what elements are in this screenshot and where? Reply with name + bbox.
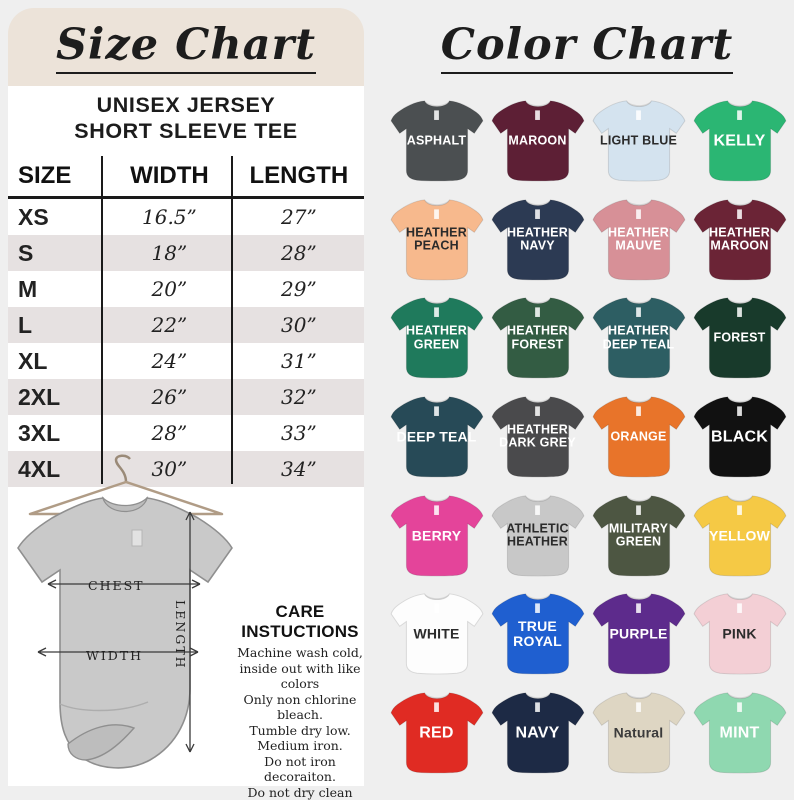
- tshirt-icon: [489, 97, 587, 185]
- header-size: SIZE: [8, 156, 105, 198]
- cell-width: 22”: [105, 307, 234, 343]
- color-swatch[interactable]: [386, 486, 487, 585]
- color-name-label: BLACK: [697, 428, 783, 445]
- cell-length: 33”: [234, 415, 364, 451]
- color-swatch[interactable]: [689, 585, 790, 684]
- tshirt-icon: [590, 689, 688, 777]
- color-name-label: ASPHALT: [394, 135, 480, 149]
- color-name-label: WHITE: [394, 627, 480, 642]
- cell-size: 4XL: [8, 451, 105, 487]
- tshirt-icon: [691, 294, 789, 382]
- care-line: Only non chlorine bleach.: [228, 692, 372, 723]
- color-name-label: HEATHER PEACH: [394, 226, 480, 253]
- color-swatch[interactable]: [386, 289, 487, 388]
- color-swatch[interactable]: [588, 191, 689, 290]
- cell-length: 29”: [234, 271, 364, 307]
- care-line: Tumble dry low.: [228, 723, 372, 739]
- color-name-label: HEATHER MAROON: [697, 226, 783, 253]
- color-swatch[interactable]: [487, 388, 588, 487]
- color-swatch[interactable]: [386, 585, 487, 684]
- size-chart-title-text: Size Chart: [56, 20, 316, 74]
- color-swatch[interactable]: [689, 683, 790, 782]
- cell-size: XL: [8, 343, 105, 379]
- cell-length: 31”: [234, 343, 364, 379]
- tshirt-icon: [388, 689, 486, 777]
- color-name-label: MINT: [697, 724, 783, 741]
- tshirt-icon: [691, 393, 789, 481]
- care-line: Machine wash cold,: [228, 645, 372, 661]
- cell-width: 16.5”: [105, 198, 234, 236]
- color-swatch[interactable]: [689, 486, 790, 585]
- cell-length: 30”: [234, 307, 364, 343]
- tshirt-icon: [489, 294, 587, 382]
- cell-width: 26”: [105, 379, 234, 415]
- size-chart-title: [8, 14, 364, 80]
- color-name-label: FOREST: [697, 332, 783, 346]
- cell-size: XS: [8, 198, 105, 236]
- cell-size: 2XL: [8, 379, 105, 415]
- care-line: Medium iron.: [228, 738, 372, 754]
- tshirt-icon: [489, 689, 587, 777]
- tshirt-icon: [388, 492, 486, 580]
- color-name-label: MILITARY GREEN: [596, 522, 682, 549]
- color-swatch[interactable]: [487, 486, 588, 585]
- color-swatch[interactable]: [386, 683, 487, 782]
- cell-size: M: [8, 271, 105, 307]
- color-swatch[interactable]: [689, 289, 790, 388]
- cell-size: L: [8, 307, 105, 343]
- tshirt-icon: [590, 492, 688, 580]
- color-swatch[interactable]: [487, 585, 588, 684]
- color-chart-panel: [380, 0, 794, 794]
- care-instructions: [228, 602, 372, 800]
- subtitle-line-1: UNISEX JERSEY: [8, 92, 364, 118]
- color-name-label: MAROON: [495, 135, 581, 149]
- cell-size: 3XL: [8, 415, 105, 451]
- color-swatch[interactable]: [386, 92, 487, 191]
- color-swatch[interactable]: [588, 486, 689, 585]
- color-swatch[interactable]: [588, 683, 689, 782]
- tshirt-icon: [691, 196, 789, 284]
- cell-length: 28”: [234, 235, 364, 271]
- color-swatch[interactable]: [487, 92, 588, 191]
- length-measure-label: LENGTH: [173, 600, 188, 670]
- tshirt-icon: [590, 590, 688, 678]
- cell-width: 24”: [105, 343, 234, 379]
- cell-size: S: [8, 235, 105, 271]
- cell-width: 30”: [105, 451, 234, 487]
- color-name-label: HEATHER DEEP TEAL: [596, 325, 682, 352]
- tshirt-icon: [388, 97, 486, 185]
- care-line: Do not iron decoraiton.: [228, 754, 372, 785]
- color-swatch[interactable]: [689, 92, 790, 191]
- cell-length: 32”: [234, 379, 364, 415]
- tshirt-icon: [388, 294, 486, 382]
- tshirt-measurement-illustration: [8, 452, 258, 786]
- color-swatch[interactable]: [689, 191, 790, 290]
- tshirt-icon: [489, 393, 587, 481]
- color-name-label: HEATHER DARK GREY: [495, 423, 581, 450]
- color-swatch[interactable]: [588, 92, 689, 191]
- tshirt-icon: [691, 689, 789, 777]
- color-name-label: LIGHT BLUE: [596, 135, 682, 149]
- tshirt-icon: [691, 97, 789, 185]
- size-chart-panel: [0, 0, 372, 794]
- tshirt-icon: [489, 196, 587, 284]
- width-measure-label: WIDTH: [86, 648, 143, 663]
- color-name-label: HEATHER FOREST: [495, 325, 581, 352]
- chest-measure-label: CHEST: [88, 578, 145, 593]
- care-instructions-title: CARE INSTUCTIONS: [228, 602, 372, 642]
- color-swatch-grid: [386, 92, 790, 782]
- color-swatch[interactable]: [689, 388, 790, 487]
- color-swatch[interactable]: [588, 289, 689, 388]
- tshirt-icon: [691, 492, 789, 580]
- tshirt-illustration-svg: [8, 452, 258, 786]
- tshirt-icon: [590, 393, 688, 481]
- tshirt-icon: [388, 590, 486, 678]
- color-name-label: KELLY: [697, 133, 783, 150]
- cell-length: 27”: [234, 198, 364, 236]
- color-swatch[interactable]: [386, 388, 487, 487]
- color-swatch[interactable]: [588, 388, 689, 487]
- color-name-label: RED: [394, 724, 480, 741]
- care-line: Do not dry clean: [228, 785, 372, 800]
- subtitle-line-2: SHORT SLEEVE TEE: [8, 118, 364, 144]
- care-line: inside out with like colors: [228, 661, 372, 692]
- tshirt-icon: [590, 294, 688, 382]
- color-name-label: HEATHER GREEN: [394, 325, 480, 352]
- header-length: LENGTH: [234, 156, 364, 198]
- color-swatch[interactable]: [386, 191, 487, 290]
- color-name-label: TRUE ROYAL: [495, 619, 581, 649]
- color-swatch[interactable]: [487, 191, 588, 290]
- color-name-label: PINK: [697, 627, 783, 642]
- color-name-label: NAVY: [495, 724, 581, 741]
- tshirt-icon: [489, 492, 587, 580]
- color-name-label: HEATHER MAUVE: [596, 226, 682, 253]
- color-name-label: DEEP TEAL: [394, 429, 480, 444]
- cell-width: 20”: [105, 271, 234, 307]
- tshirt-icon: [590, 196, 688, 284]
- tshirt-shape: [18, 498, 232, 768]
- color-swatch[interactable]: [588, 585, 689, 684]
- color-swatch[interactable]: [487, 683, 588, 782]
- cell-width: 28”: [105, 415, 234, 451]
- color-name-label: BERRY: [394, 528, 480, 543]
- tshirt-icon: [388, 393, 486, 481]
- color-chart-title-text: Color Chart: [441, 20, 733, 74]
- tshirt-icon: [691, 590, 789, 678]
- color-name-label: Natural: [596, 725, 682, 740]
- color-name-label: PURPLE: [596, 627, 682, 642]
- cell-width: 18”: [105, 235, 234, 271]
- tshirt-icon: [590, 97, 688, 185]
- table-dividers: [8, 156, 364, 486]
- color-name-label: ATHLETIC HEATHER: [495, 522, 581, 549]
- color-name-label: YELLOW: [697, 528, 783, 543]
- size-chart-subtitle: [8, 92, 364, 144]
- color-name-label: HEATHER NAVY: [495, 226, 581, 253]
- tshirt-icon: [388, 196, 486, 284]
- color-swatch[interactable]: [487, 289, 588, 388]
- tshirt-icon: [489, 590, 587, 678]
- color-chart-title: [380, 14, 794, 80]
- header-width: WIDTH: [105, 156, 234, 198]
- cell-length: 34”: [234, 451, 364, 487]
- color-name-label: ORANGE: [596, 430, 682, 444]
